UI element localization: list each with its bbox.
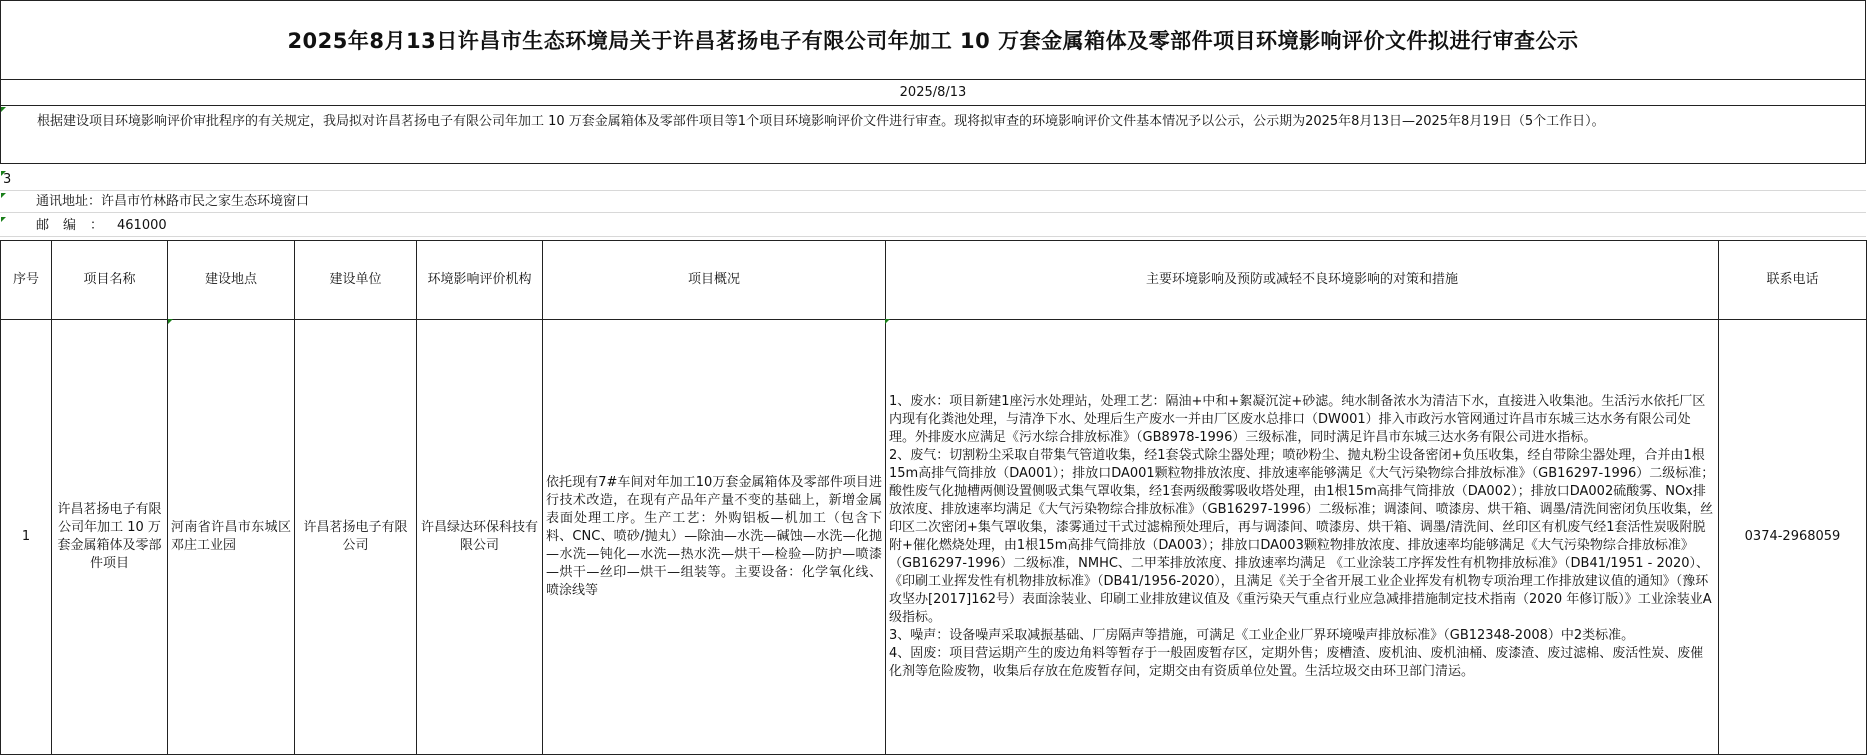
- header-index[interactable]: 序号: [1, 241, 52, 320]
- publish-date: 2025/8/13: [899, 85, 967, 100]
- intro-text: 根据建设项目环境影响评价审批程序的有关规定，我局拟对许昌茗扬电子有限公司年加工 10 万套金属箱体及零部件项目等1个项目环境影响评价文件进行审查。现将拟审查的环境影响评价文件基本情况予以公示，公示期为2025年8月13日—2025年8月19日（5个工作日）。: [37, 114, 1605, 129]
- cell-phone[interactable]: 0374-2968059: [1719, 320, 1867, 755]
- table-header-row: [1, 241, 1867, 320]
- cell-comment-marker-icon: [885, 319, 890, 324]
- cell-overview[interactable]: 依托现有7#车间对年加工10万套金属箱体及零部件项目进行技术改造，在现有产品年产量不变的基础上，新增金属表面处理工序。生产工艺：外购铝板—机加工（包含下料、CNC、喷砂/抛丸）—除油—水洗—碱蚀—水洗—化抛—水洗—钝化—水洗—热水洗—烘干—检验—防护—喷漆—烘干—丝印—烘干—组装等。主要设备：化学氧化线、喷涂线等: [543, 320, 886, 755]
- cell-measures[interactable]: [886, 320, 1719, 755]
- cell-project-name[interactable]: 许昌茗扬电子有限公司年加工 10 万套金属箱体及零部件项目: [52, 320, 168, 755]
- cell-comment-marker-icon: [1, 171, 6, 176]
- cell-builder[interactable]: 许昌茗扬电子有限公司: [295, 320, 417, 755]
- intro-cell[interactable]: [0, 106, 1866, 164]
- project-count: 3: [3, 172, 12, 187]
- cell-location[interactable]: 河南省许昌市东城区邓庄工业园: [168, 320, 295, 755]
- table-row: [1, 320, 1867, 755]
- measure-solid-waste: 4、固废：项目营运期产生的废边角料等暂存于一般固废暂存区，定期外售；废槽渣、废机油、废机油桶、废漆渣、废过滤棉、废活性炭、废催化剂等危险废物，收集后存放在危废暂存间，定期交由有资质单位处置。生活垃圾交由环卫部门清运。: [889, 646, 1704, 679]
- header-eia-agency[interactable]: 环境影响评价机构: [417, 241, 543, 320]
- measure-exhaust-gas: 2、废气：切割粉尘采取自带集气管道收集，经1套袋式除尘器处理；喷砂粉尘、抛丸粉尘设备密闭+负压收集，经自带除尘器处理，合并由1根15m高排气筒排放（DA001）；排放口DA001颗粒物排放浓度、排放速率能够满足《大气污染物综合排放标准》（GB16297-1996）二级标准；酸性废气化抛槽两侧设置侧吸式集气罩收集，经1套两级酸雾吸收塔处理，由1根15m高排气筒排放（DA002）；排放口DA002硫酸雾、NOx排放浓度、排放速率均满足《大气污染物综合排放标准》（GB16297-1996）二级标准；调漆间、喷漆房、烘干箱、调墨/清洗间密闭负压收集，丝印区二次密闭+集气罩收集，漆雾通过干式过滤棉预处理后，再与调漆间、喷漆房、烘干箱、调墨/清洗间、丝印区有机废气经1套活性炭吸附脱附+催化燃烧处理，由1根15m高排气筒排放（DA003）；排放口DA003颗粒物排放浓度、排放速率均能够满足《大气污染物综合排放标准》（GB16297-1996）二级标准，NMHC、二甲苯排放浓度、排放速率均满足 《工业涂装工序挥发性有机物排放标准》（DB41/1951 - 2020）、 《印刷工业挥发性有机物排放标准》（DB41/1956-2020），且满足《关于全省开展工业企业挥发有机物专项治理工作排放建议值的通知》（豫环攻坚办[2017]162号）表面涂装业、印刷工业排放建议值及《重污染天气重点行业应急减排措施制定技术指南（2020 年修订版）》工业涂装业A级指标。: [889, 448, 1715, 625]
- header-builder[interactable]: 建设单位: [295, 241, 417, 320]
- zip-cell[interactable]: [0, 216, 1866, 237]
- header-location[interactable]: 建设地点: [168, 241, 295, 320]
- page-title: 2025年8月13日许昌市生态环境局关于许昌茗扬电子有限公司年加工 10 万套金属箱体及零部件项目环境影响评价文件拟进行审查公示: [287, 29, 1579, 53]
- date-cell[interactable]: [0, 80, 1866, 106]
- cell-comment-marker-icon: [1, 107, 6, 112]
- zip-value: 461000: [117, 218, 167, 233]
- header-project-name[interactable]: 项目名称: [52, 241, 168, 320]
- cell-comment-marker-icon: [1, 193, 6, 198]
- cell-agency[interactable]: 许昌绿达环保科技有限公司: [417, 320, 543, 755]
- measure-noise: 3、噪声：设备噪声采取减振基础、厂房隔声等措施，可满足《工业企业厂界环境噪声排放标准》（GB12348-2008）中2类标准。: [889, 628, 1635, 643]
- title-cell[interactable]: [0, 0, 1866, 80]
- header-phone[interactable]: 联系电话: [1719, 241, 1867, 320]
- header-overview[interactable]: 项目概况: [543, 241, 886, 320]
- zip-label: 邮编：: [36, 218, 118, 233]
- address-cell[interactable]: [0, 192, 1866, 213]
- count-cell[interactable]: [0, 170, 1866, 191]
- cell-comment-marker-icon: [168, 319, 173, 324]
- address-text: 通讯地址：许昌市竹林路市民之家生态环境窗口: [36, 194, 310, 209]
- cell-comment-marker-icon: [1, 217, 6, 222]
- measure-wastewater: 1、废水：项目新建1座污水处理站，处理工艺：隔油+中和+絮凝沉淀+砂滤。纯水制备浓水为清洁下水，直接进入收集池。生活污水依托厂区内现有化粪池处理，与清净下水、处理后生产废水一并由厂区废水总排口（DW001）排入市政污水管网通过许昌市东城三达水务有限公司处理。外排废水应满足《污水综合排放标准》（GB8978-1996）三级标准，同时满足许昌市东城三达水务有限公司进水指标。: [889, 394, 1706, 445]
- cell-index[interactable]: 1: [1, 320, 52, 755]
- header-measures[interactable]: 主要环境影响及预防或减轻不良环境影响的对策和措施: [886, 241, 1719, 320]
- project-table: [0, 240, 1867, 755]
